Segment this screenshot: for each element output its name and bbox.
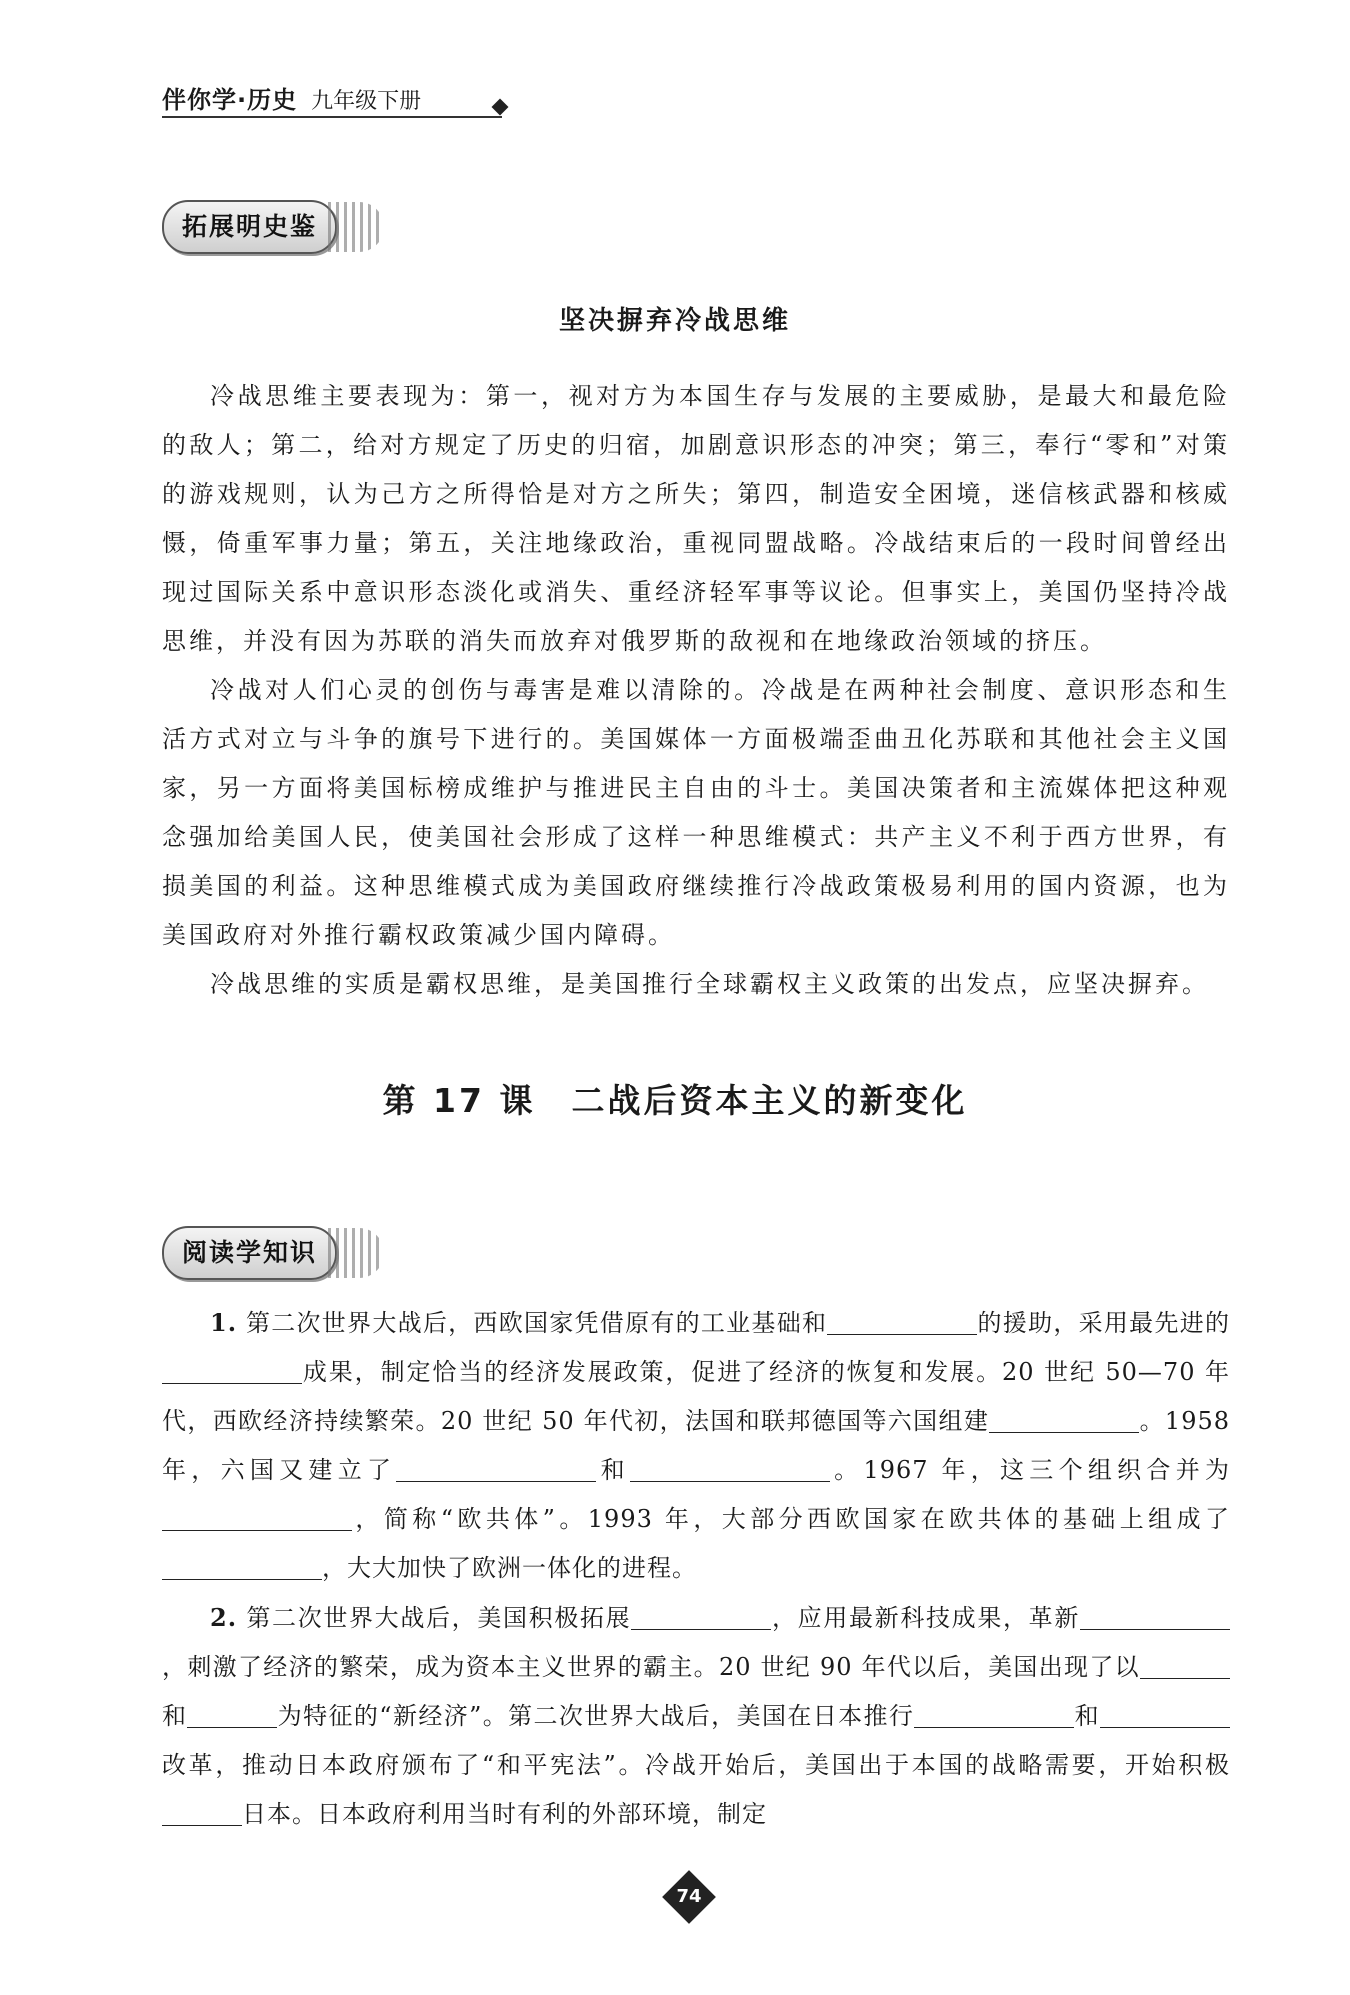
question-2 xyxy=(162,1593,1230,1839)
article-paragraph: 冷战思维主要表现为：第一，视对方为本国生存与发展的主要威胁，是最大和最危险的敌人；第二，给对方规定了历史的归宿，加剧意识形态的冲突；第三，奉行“零和”对策的游戏规则，认为己方之所得恰是对方之所失；第四，制造安全困境，迷信核武器和核威慑，倚重军事力量；第五，关注地缘政治，重视同盟战略。冷战结束后的一段时间曾经出现过国际关系中意识形态淡化或消失、重经济轻军事等议论。但事实上，美国仍坚持冷战思维，并没有因为苏联的消失而放弃对俄罗斯的敌视和在地缘政治领域的挤压。 xyxy=(162,382,1230,655)
fill-blank[interactable] xyxy=(631,1599,771,1630)
badge-stripes-decoration xyxy=(328,202,384,252)
grade-title: 九年级下册 xyxy=(311,89,422,114)
question-number: 2. xyxy=(210,1603,238,1632)
question-text: 第二次世界大战后，西欧国家凭借原有的工业基础和 xyxy=(245,1309,828,1337)
fill-blank[interactable] xyxy=(630,1451,830,1482)
question-text: 和 xyxy=(1074,1702,1101,1730)
question-text: ，刺激了经济的繁荣，成为资本主义世界的霸主。20 世纪 90 年代以后，美国出现了以 xyxy=(162,1653,1140,1681)
question-text: ，大大加快了欧洲一体化的进程。 xyxy=(322,1554,697,1582)
question-text: ，应用最新科技成果，革新 xyxy=(771,1604,1080,1632)
question-text: ，简称“欧共体”。1993 年，大部分西欧国家在欧共体的基础上组成了 xyxy=(352,1505,1230,1533)
fill-blank[interactable] xyxy=(827,1304,977,1335)
question-text: 改革，推动日本政府颁布了“和平宪法”。冷战开始后，美国出于本国的战略需要，开始积极 xyxy=(162,1751,1230,1779)
fill-blank[interactable] xyxy=(162,1353,302,1384)
extension-section-badge xyxy=(162,200,337,254)
article-paragraph: 冷战对人们心灵的创伤与毒害是难以清除的。冷战是在两种社会制度、意识形态和生活方式对立与斗争的旗号下进行的。美国媒体一方面极端歪曲丑化苏联和其他社会主义国家，另一方面将美国标榜成维护与推进民主自由的斗士。美国决策者和主流媒体把这种观念强加给美国人民，使美国社会形成了这样一种思维模式：共产主义不利于西方世界，有损美国的利益。这种思维模式成为美国政府继续推行冷战政策极易利用的国内资源，也为美国政府对外推行霸权政策减少国内障碍。 xyxy=(162,676,1230,949)
lesson-title: 第 17 课 二战后资本主义的新变化 xyxy=(382,1081,968,1120)
question-number: 1. xyxy=(210,1308,238,1337)
question-text: 和 xyxy=(596,1456,630,1484)
question-text: 第二次世界大战后，美国积极拓展 xyxy=(246,1604,632,1632)
fill-blank[interactable] xyxy=(162,1549,322,1580)
question-text: 为特征的“新经济”。第二次世界大战后，美国在日本推行 xyxy=(277,1702,915,1730)
fill-blank[interactable] xyxy=(914,1697,1074,1728)
fill-blank[interactable] xyxy=(187,1697,277,1728)
running-head xyxy=(162,80,502,118)
extension-badge-label: 拓展明史鉴 xyxy=(182,212,318,241)
question-text: 日本。日本政府利用当时有利的外部环境，制定 xyxy=(242,1800,767,1828)
question-text: 和 xyxy=(162,1702,188,1730)
fill-blank[interactable] xyxy=(1140,1648,1230,1679)
question-text: 。1958 年，六国又建立了 xyxy=(162,1407,1230,1484)
fill-blank[interactable] xyxy=(162,1795,242,1826)
question-text: 。1967 年，这三个组织合并为 xyxy=(829,1456,1231,1484)
fill-blank[interactable] xyxy=(989,1402,1139,1433)
question-text: 的援助，采用最先进的 xyxy=(977,1309,1230,1337)
badge-stripes-decoration xyxy=(328,1228,384,1278)
extension-article-body xyxy=(162,372,1230,1009)
reading-section-badge xyxy=(162,1226,337,1280)
question-text: 成果，制定恰当的经济发展政策，促进了经济的恢复和发展。20 世纪 50—70 年代，西欧经济持续繁荣。20 世纪 50 年代初，法国和联邦德国等六国组建 xyxy=(162,1358,1230,1435)
fill-blank[interactable] xyxy=(162,1500,352,1531)
reading-badge-label: 阅读学知识 xyxy=(182,1238,318,1267)
page-number: 74 xyxy=(676,1886,702,1907)
fill-blank[interactable] xyxy=(1100,1697,1230,1728)
reading-questions xyxy=(162,1298,1230,1839)
article-paragraph: 冷战思维的实质是霸权思维，是美国推行全球霸权主义政策的出发点，应坚决摒弃。 xyxy=(210,970,1209,998)
fill-blank[interactable] xyxy=(396,1451,596,1482)
question-1 xyxy=(162,1298,1230,1593)
article-title: 坚决摒弃冷战思维 xyxy=(558,306,791,336)
fill-blank[interactable] xyxy=(1080,1599,1230,1630)
page-number-badge xyxy=(666,1874,712,1920)
series-title: 伴你学·历史 xyxy=(162,86,298,114)
